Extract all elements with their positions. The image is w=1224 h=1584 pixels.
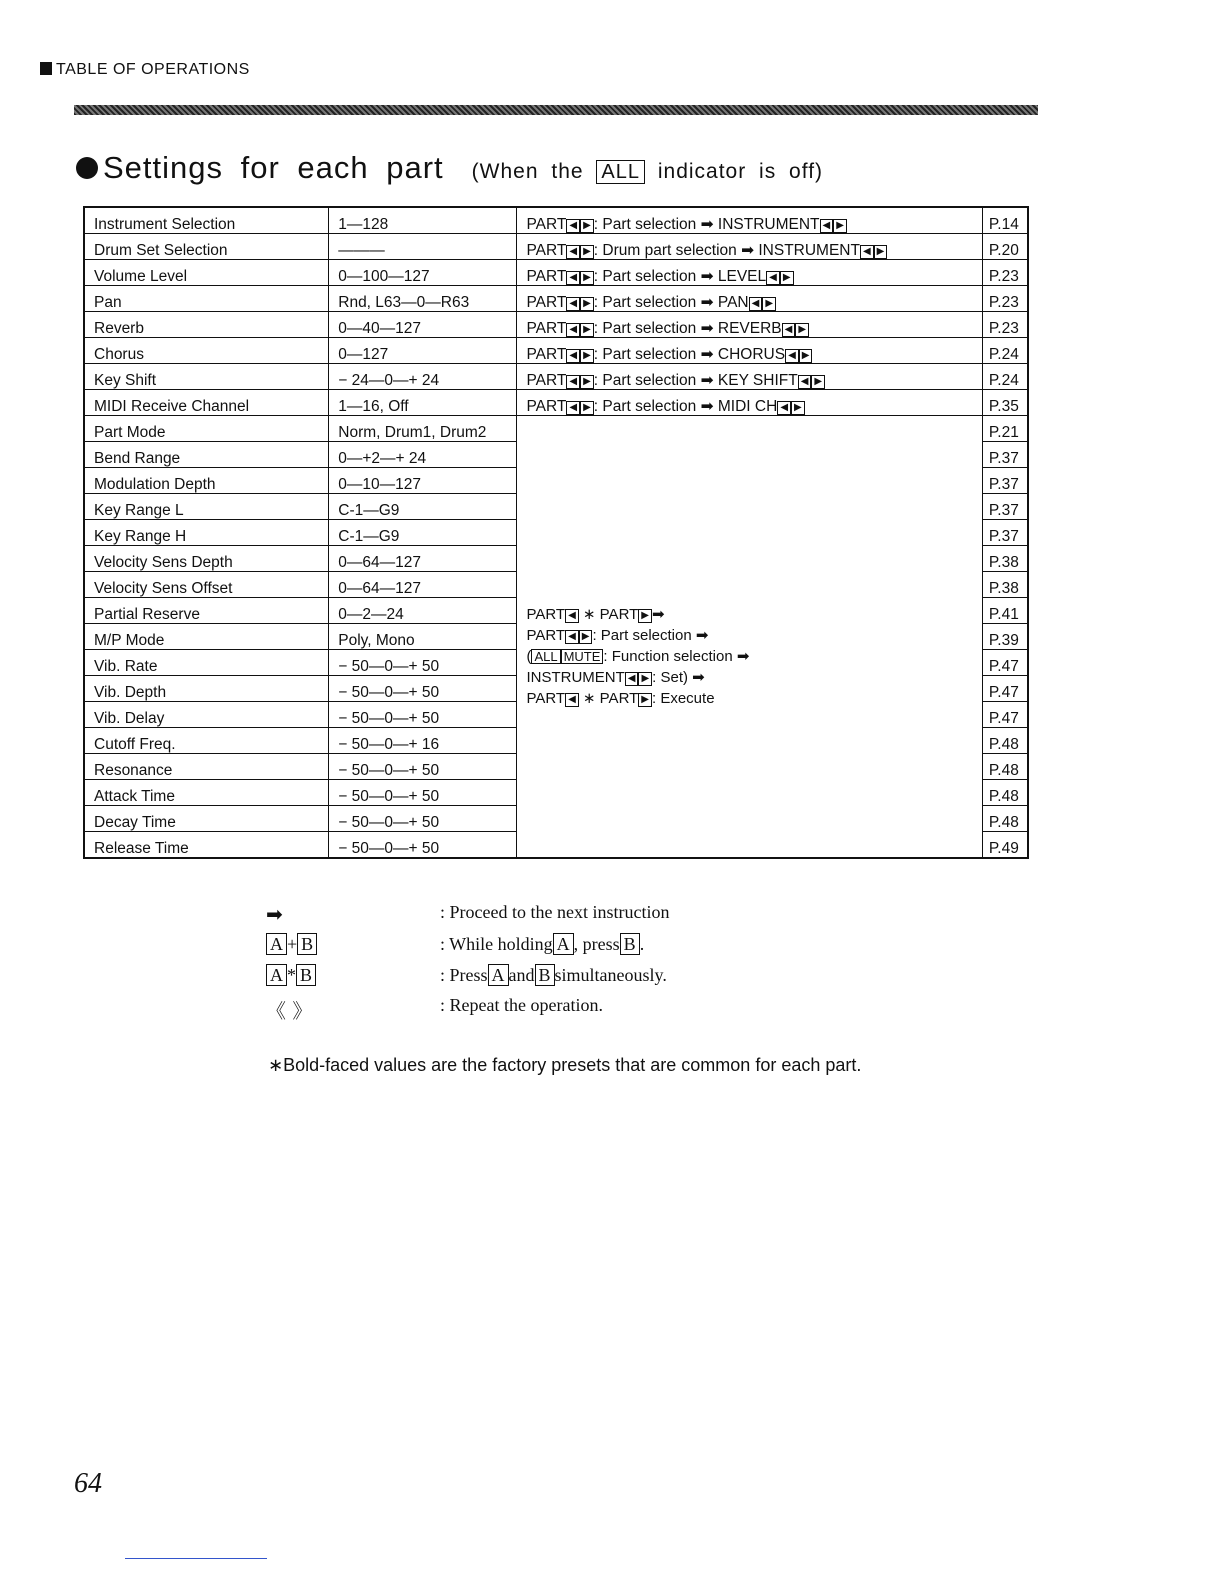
range-cell: − 50—0—+ 50 [329, 806, 517, 832]
op-text: : Set) ➡ [652, 669, 705, 686]
range-cell: 0—+2—+ 24 [329, 442, 517, 468]
right-arrow-button-icon: ▶ [638, 609, 652, 623]
range-cell: 0—100—127 [329, 260, 517, 286]
param-cell: Decay Time [84, 806, 329, 832]
op-prefix: PART [526, 398, 567, 415]
legend-text: : Proceed to the next instruction [440, 902, 670, 922]
operation-cell [517, 234, 982, 260]
key-a-icon: A [488, 964, 509, 986]
left-arrow-button-icon: ◀ [625, 672, 639, 686]
title-sub-suffix: indicator is off) [657, 160, 824, 183]
param-cell: Key Shift [84, 364, 329, 390]
left-arrow-button-icon: ◀ [566, 401, 580, 415]
op-text: PART [526, 690, 566, 707]
shared-op-line [526, 667, 981, 688]
param-cell: Part Mode [84, 416, 329, 442]
range-cell: 0—64—127 [329, 572, 517, 598]
op-text: : Part selection ➡ CHORUS [593, 346, 786, 363]
left-arrow-button-icon: ◀ [566, 323, 580, 337]
param-cell: Release Time [84, 832, 329, 859]
page-ref-cell: P.47 [982, 702, 1028, 728]
param-cell: Key Range L [84, 494, 329, 520]
range-cell: Rnd, L63—0—R63 [329, 286, 517, 312]
op-text: : Part selection ➡ LEVEL [593, 268, 767, 285]
operation-cell [517, 260, 982, 286]
right-arrow-button-icon: ▶ [580, 297, 594, 311]
param-cell: Vib. Depth [84, 676, 329, 702]
page-ref-cell: P.21 [982, 416, 1028, 442]
range-cell: − 50—0—+ 50 [329, 702, 517, 728]
key-a-icon: A [266, 933, 287, 955]
op-text: ∗ PART [578, 606, 639, 623]
page-number: 64 [74, 1468, 102, 1499]
left-arrow-button-icon: ◀ [782, 323, 796, 337]
right-arrow-button-icon: ▶ [811, 375, 825, 389]
op-text: : Part selection ➡ KEY SHIFT [593, 372, 798, 389]
square-bullet-icon [40, 62, 52, 75]
param-cell: Key Range H [84, 520, 329, 546]
param-cell: Drum Set Selection [84, 234, 329, 260]
operation-cell [517, 312, 982, 338]
op-text: : Part selection ➡ REVERB [593, 320, 782, 337]
page-ref-cell: P.48 [982, 780, 1028, 806]
left-arrow-button-icon: ◀ [566, 375, 580, 389]
table-row [84, 260, 1028, 286]
param-cell: Attack Time [84, 780, 329, 806]
legend-join: * [287, 965, 296, 985]
op-text: : Execute [652, 690, 715, 707]
table-row [84, 416, 1028, 442]
op-text: INSTRUMENT [526, 669, 625, 686]
range-cell: 1—128 [329, 207, 517, 234]
key-a-icon: A [553, 933, 574, 955]
range-cell: − 50—0—+ 50 [329, 650, 517, 676]
page-ref-cell: P.48 [982, 806, 1028, 832]
op-text: : Part selection ➡ MIDI CH [593, 398, 778, 415]
operation-cell [517, 390, 982, 416]
param-cell: Reverb [84, 312, 329, 338]
operations-table [83, 206, 1029, 859]
op-text: : Function selection ➡ [603, 648, 750, 665]
legend-text: and [508, 965, 535, 985]
page-ref-cell: P.48 [982, 728, 1028, 754]
repeat-brackets-icon: 《 》 [266, 999, 313, 1023]
range-cell: 0—127 [329, 338, 517, 364]
op-prefix: PART [526, 346, 567, 363]
page-ref-cell: P.23 [982, 260, 1028, 286]
section-header [40, 61, 250, 79]
op-prefix: PART [526, 372, 567, 389]
range-cell: 0—40—127 [329, 312, 517, 338]
right-arrow-button-icon: ▶ [638, 693, 652, 707]
page-ref-cell: P.14 [982, 207, 1028, 234]
key-b-icon: B [296, 964, 316, 986]
right-arrow-button-icon: ▶ [799, 349, 813, 363]
legend-text: : Press [440, 965, 488, 985]
param-cell: Vib. Delay [84, 702, 329, 728]
left-arrow-button-icon: ◀ [566, 297, 580, 311]
left-arrow-button-icon: ◀ [749, 297, 763, 311]
key-b-icon: B [535, 964, 555, 986]
page-ref-cell: P.38 [982, 572, 1028, 598]
op-prefix: PART [526, 294, 567, 311]
param-cell: Velocity Sens Offset [84, 572, 329, 598]
legend-text: . [639, 934, 645, 954]
arrow-icon: ➡ [266, 902, 283, 926]
range-cell: Poly, Mono [329, 624, 517, 650]
op-prefix: PART [526, 242, 567, 259]
page-ref-cell: P.37 [982, 494, 1028, 520]
page-ref-cell: P.41 [982, 598, 1028, 624]
mute-button-icon: MUTE [561, 649, 604, 664]
legend-text: simultaneously. [554, 965, 667, 985]
title-sub-prefix: (When the [471, 160, 584, 183]
right-arrow-button-icon: ▶ [833, 219, 847, 233]
left-arrow-button-icon: ◀ [565, 609, 579, 623]
param-cell: Vib. Rate [84, 650, 329, 676]
op-prefix: PART [526, 216, 567, 233]
op-text: : Part selection ➡ PAN [593, 294, 749, 311]
page-title-main: Settings for each part [103, 150, 444, 185]
shared-operation-cell [517, 416, 982, 859]
param-cell: MIDI Receive Channel [84, 390, 329, 416]
right-arrow-button-icon: ▶ [791, 401, 805, 415]
page-ref-cell: P.47 [982, 676, 1028, 702]
bottom-rule [125, 1558, 267, 1559]
param-cell: Instrument Selection [84, 207, 329, 234]
legend-description [440, 964, 667, 986]
left-arrow-button-icon: ◀ [566, 271, 580, 285]
legend-description [440, 902, 669, 923]
page-ref-cell: P.20 [982, 234, 1028, 260]
range-cell: 0—2—24 [329, 598, 517, 624]
shared-op-line [526, 646, 981, 667]
decorative-rule [74, 105, 1038, 115]
left-arrow-button-icon: ◀ [860, 245, 874, 259]
op-text: : Part selection ➡ INSTRUMENT [593, 216, 820, 233]
range-cell: − 50—0—+ 50 [329, 780, 517, 806]
range-cell: − 50—0—+ 16 [329, 728, 517, 754]
left-arrow-button-icon: ◀ [566, 349, 580, 363]
legend-join: + [287, 934, 298, 954]
page-ref-cell: P.37 [982, 442, 1028, 468]
range-cell: − 50—0—+ 50 [329, 832, 517, 859]
range-cell: − 50—0—+ 50 [329, 754, 517, 780]
table-row [84, 390, 1028, 416]
right-arrow-button-icon: ▶ [580, 245, 594, 259]
right-arrow-button-icon: ▶ [795, 323, 809, 337]
right-arrow-button-icon: ▶ [874, 245, 888, 259]
left-arrow-button-icon: ◀ [565, 693, 579, 707]
param-cell: Bend Range [84, 442, 329, 468]
op-text: PART [526, 606, 566, 623]
right-arrow-button-icon: ▶ [580, 349, 594, 363]
op-text: PART [526, 627, 566, 644]
op-text: : Drum part selection ➡ INSTRUMENT [593, 242, 860, 259]
page-ref-cell: P.39 [982, 624, 1028, 650]
param-cell: M/P Mode [84, 624, 329, 650]
legend-description [440, 933, 644, 955]
op-prefix: PART [526, 268, 567, 285]
right-arrow-button-icon: ▶ [580, 219, 594, 233]
param-cell: Resonance [84, 754, 329, 780]
key-b-icon: B [297, 933, 317, 955]
legend-symbol [266, 933, 386, 955]
param-cell: Cutoff Freq. [84, 728, 329, 754]
legend-symbol [266, 964, 386, 986]
table-row [84, 312, 1028, 338]
range-cell: 0—10—127 [329, 468, 517, 494]
left-arrow-button-icon: ◀ [565, 630, 579, 644]
table-row [84, 207, 1028, 234]
page-ref-cell: P.48 [982, 754, 1028, 780]
shared-op-line [526, 604, 981, 625]
key-b-icon: B [620, 933, 640, 955]
param-cell: Pan [84, 286, 329, 312]
footnote: ∗Bold-faced values are the factory presets that are common for each part. [268, 1055, 862, 1075]
all-button-icon: ALL [531, 649, 560, 664]
range-cell: ——— [329, 234, 517, 260]
operation-cell [517, 286, 982, 312]
range-cell: C-1—G9 [329, 494, 517, 520]
legend-symbol [266, 902, 386, 926]
right-arrow-button-icon: ▶ [762, 297, 776, 311]
page-title [76, 150, 823, 186]
page-ref-cell: P.37 [982, 468, 1028, 494]
range-cell: Norm, Drum1, Drum2 [329, 416, 517, 442]
right-arrow-button-icon: ▶ [579, 630, 593, 644]
right-arrow-button-icon: ▶ [580, 375, 594, 389]
param-cell: Modulation Depth [84, 468, 329, 494]
page-ref-cell: P.24 [982, 364, 1028, 390]
operation-cell [517, 364, 982, 390]
page-ref-cell: P.23 [982, 286, 1028, 312]
left-arrow-button-icon: ◀ [777, 401, 791, 415]
all-indicator-box: ALL [596, 160, 645, 184]
right-arrow-button-icon: ▶ [780, 271, 794, 285]
page-ref-cell: P.23 [982, 312, 1028, 338]
param-cell: Volume Level [84, 260, 329, 286]
left-arrow-button-icon: ◀ [820, 219, 834, 233]
param-cell: Partial Reserve [84, 598, 329, 624]
page-ref-cell: P.38 [982, 546, 1028, 572]
range-cell: − 50—0—+ 50 [329, 676, 517, 702]
param-cell: Velocity Sens Depth [84, 546, 329, 572]
legend-text: , press [573, 934, 620, 954]
page-ref-cell: P.49 [982, 832, 1028, 859]
operation-cell [517, 338, 982, 364]
right-arrow-button-icon: ▶ [580, 271, 594, 285]
left-arrow-button-icon: ◀ [566, 245, 580, 259]
page-ref-cell: P.35 [982, 390, 1028, 416]
param-cell: Chorus [84, 338, 329, 364]
page-ref-cell: P.37 [982, 520, 1028, 546]
range-cell: 1—16, Off [329, 390, 517, 416]
table-row [84, 234, 1028, 260]
left-arrow-button-icon: ◀ [798, 375, 812, 389]
bullet-icon [76, 157, 98, 179]
page-title-sub [472, 160, 823, 184]
range-cell: 0—64—127 [329, 546, 517, 572]
key-a-icon: A [266, 964, 287, 986]
shared-op-line [526, 688, 981, 709]
table-row [84, 364, 1028, 390]
op-prefix: PART [526, 320, 567, 337]
right-arrow-button-icon: ▶ [580, 401, 594, 415]
table-row [84, 338, 1028, 364]
right-arrow-button-icon: ▶ [580, 323, 594, 337]
range-cell: C-1—G9 [329, 520, 517, 546]
legend-text: : Repeat the operation. [440, 995, 603, 1015]
page-ref-cell: P.47 [982, 650, 1028, 676]
op-text: : Part selection ➡ [592, 627, 709, 644]
legend-text: : While holding [440, 934, 553, 954]
op-text: ( [526, 648, 532, 665]
left-arrow-button-icon: ◀ [566, 219, 580, 233]
range-cell: − 24—0—+ 24 [329, 364, 517, 390]
op-text: ∗ PART [578, 690, 639, 707]
left-arrow-button-icon: ◀ [785, 349, 799, 363]
page-ref-cell: P.24 [982, 338, 1028, 364]
legend-description [440, 995, 603, 1016]
left-arrow-button-icon: ◀ [766, 271, 780, 285]
arrow-icon: ➡ [652, 606, 665, 623]
operation-cell [517, 207, 982, 234]
section-header-text: TABLE OF OPERATIONS [56, 61, 250, 78]
legend-symbol [266, 995, 386, 1024]
shared-op-line [526, 625, 981, 646]
table-row [84, 286, 1028, 312]
right-arrow-button-icon: ▶ [638, 672, 652, 686]
